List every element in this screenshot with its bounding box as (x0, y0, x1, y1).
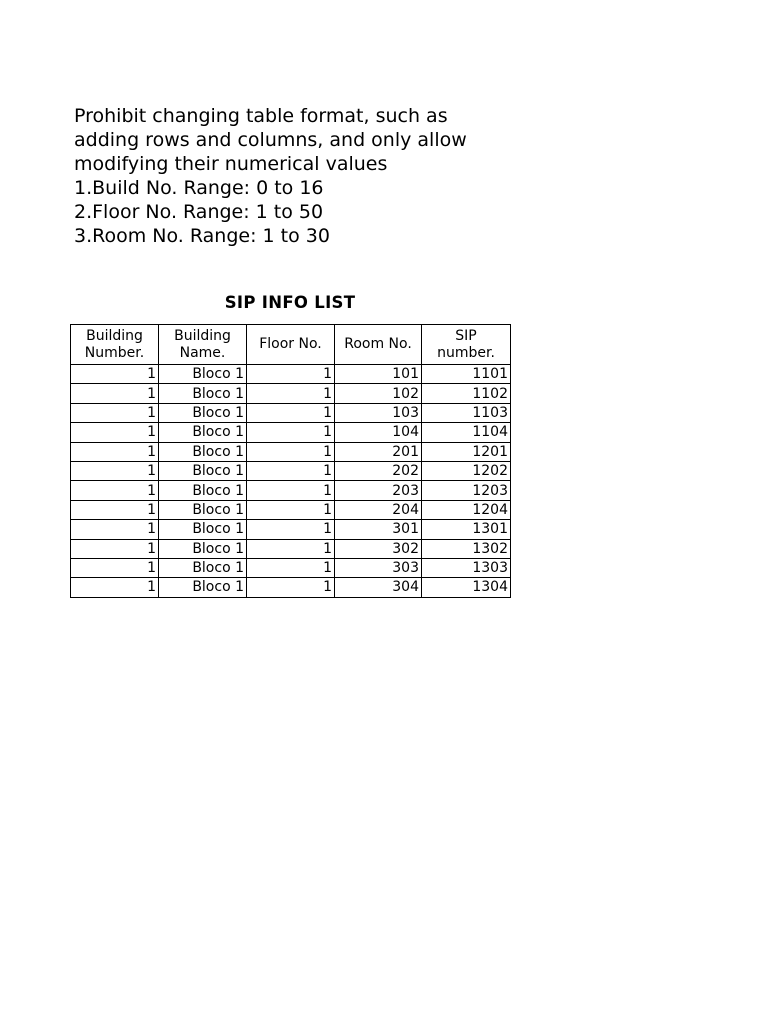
instruction-line: adding rows and columns, and only allow (74, 129, 467, 151)
table-row (71, 500, 511, 519)
table-row (71, 461, 511, 480)
cell-building-number[interactable]: 1 (71, 403, 159, 422)
cell-sip-number[interactable]: 1103 (422, 403, 511, 422)
cell-floor-no[interactable]: 1 (247, 578, 335, 597)
cell-building-number[interactable]: 1 (71, 365, 159, 384)
cell-floor-no[interactable]: 1 (247, 384, 335, 403)
instruction-line: Prohibit changing table format, such as (74, 105, 448, 127)
rule-build-range: 1.Build No. Range: 0 to 16 (74, 177, 324, 199)
cell-room-no[interactable]: 103 (335, 403, 422, 422)
cell-room-no[interactable]: 303 (335, 558, 422, 577)
header-text: number. (437, 344, 495, 361)
cell-building-name[interactable]: Bloco 1 (159, 461, 247, 480)
header-text: Floor No. (259, 336, 322, 352)
cell-building-name[interactable]: Bloco 1 (159, 500, 247, 519)
cell-sip-number[interactable]: 1304 (422, 578, 511, 597)
cell-sip-number[interactable]: 1201 (422, 442, 511, 461)
cell-room-no[interactable]: 203 (335, 481, 422, 500)
table-row (71, 365, 511, 384)
cell-room-no[interactable]: 302 (335, 539, 422, 558)
cell-building-number[interactable]: 1 (71, 500, 159, 519)
cell-building-name[interactable]: Bloco 1 (159, 442, 247, 461)
cell-building-number[interactable]: 1 (71, 558, 159, 577)
rule-room-range: 3.Room No. Range: 1 to 30 (74, 225, 330, 247)
header-floor-no (247, 325, 335, 365)
cell-building-number[interactable]: 1 (71, 578, 159, 597)
cell-floor-no[interactable]: 1 (247, 520, 335, 539)
table-row (71, 578, 511, 597)
cell-floor-no[interactable]: 1 (247, 539, 335, 558)
cell-room-no[interactable]: 104 (335, 423, 422, 442)
cell-sip-number[interactable]: 1202 (422, 461, 511, 480)
table-row (71, 539, 511, 558)
header-text: Room No. (344, 336, 412, 352)
cell-building-name[interactable]: Bloco 1 (159, 539, 247, 558)
header-text: Building (174, 327, 231, 344)
cell-sip-number[interactable]: 1303 (422, 558, 511, 577)
cell-building-name[interactable]: Bloco 1 (159, 558, 247, 577)
cell-sip-number[interactable]: 1104 (422, 423, 511, 442)
header-building-name (159, 325, 247, 365)
cell-room-no[interactable]: 101 (335, 365, 422, 384)
cell-building-name[interactable]: Bloco 1 (159, 520, 247, 539)
cell-room-no[interactable]: 202 (335, 461, 422, 480)
cell-floor-no[interactable]: 1 (247, 423, 335, 442)
cell-building-number[interactable]: 1 (71, 423, 159, 442)
table-row (71, 384, 511, 403)
cell-room-no[interactable]: 301 (335, 520, 422, 539)
table-row (71, 481, 511, 500)
cell-floor-no[interactable]: 1 (247, 403, 335, 422)
header-text: Building (86, 327, 143, 344)
cell-floor-no[interactable]: 1 (247, 442, 335, 461)
instructions-block (74, 104, 634, 248)
cell-room-no[interactable]: 201 (335, 442, 422, 461)
table-header-row (71, 325, 511, 365)
cell-floor-no[interactable]: 1 (247, 500, 335, 519)
header-text: SIP (455, 327, 477, 344)
header-building-number (71, 325, 159, 365)
cell-building-number[interactable]: 1 (71, 461, 159, 480)
instruction-line: modifying their numerical values (74, 153, 388, 175)
cell-room-no[interactable]: 102 (335, 384, 422, 403)
cell-floor-no[interactable]: 1 (247, 481, 335, 500)
header-text: Name. (179, 344, 226, 361)
cell-floor-no[interactable]: 1 (247, 365, 335, 384)
cell-sip-number[interactable]: 1101 (422, 365, 511, 384)
cell-room-no[interactable]: 304 (335, 578, 422, 597)
cell-sip-number[interactable]: 1203 (422, 481, 511, 500)
cell-building-name[interactable]: Bloco 1 (159, 365, 247, 384)
table-body (71, 365, 511, 598)
cell-building-number[interactable]: 1 (71, 384, 159, 403)
cell-sip-number[interactable]: 1301 (422, 520, 511, 539)
cell-building-name[interactable]: Bloco 1 (159, 481, 247, 500)
cell-building-name[interactable]: Bloco 1 (159, 578, 247, 597)
cell-floor-no[interactable]: 1 (247, 558, 335, 577)
table-row (71, 403, 511, 422)
rule-floor-range: 2.Floor No. Range: 1 to 50 (74, 201, 324, 223)
table-row (71, 520, 511, 539)
cell-building-name[interactable]: Bloco 1 (159, 384, 247, 403)
table-row (71, 423, 511, 442)
table-row (71, 442, 511, 461)
sip-info-table (70, 324, 511, 598)
cell-floor-no[interactable]: 1 (247, 461, 335, 480)
header-sip-number (422, 325, 511, 365)
cell-building-number[interactable]: 1 (71, 481, 159, 500)
table-row (71, 558, 511, 577)
cell-building-name[interactable]: Bloco 1 (159, 403, 247, 422)
cell-building-name[interactable]: Bloco 1 (159, 423, 247, 442)
header-text: Number. (84, 344, 145, 361)
cell-building-number[interactable]: 1 (71, 520, 159, 539)
cell-sip-number[interactable]: 1102 (422, 384, 511, 403)
cell-room-no[interactable]: 204 (335, 500, 422, 519)
cell-sip-number[interactable]: 1302 (422, 539, 511, 558)
cell-sip-number[interactable]: 1204 (422, 500, 511, 519)
header-room-no (335, 325, 422, 365)
cell-building-number[interactable]: 1 (71, 442, 159, 461)
table-title: SIP INFO LIST (224, 293, 356, 312)
cell-building-number[interactable]: 1 (71, 539, 159, 558)
